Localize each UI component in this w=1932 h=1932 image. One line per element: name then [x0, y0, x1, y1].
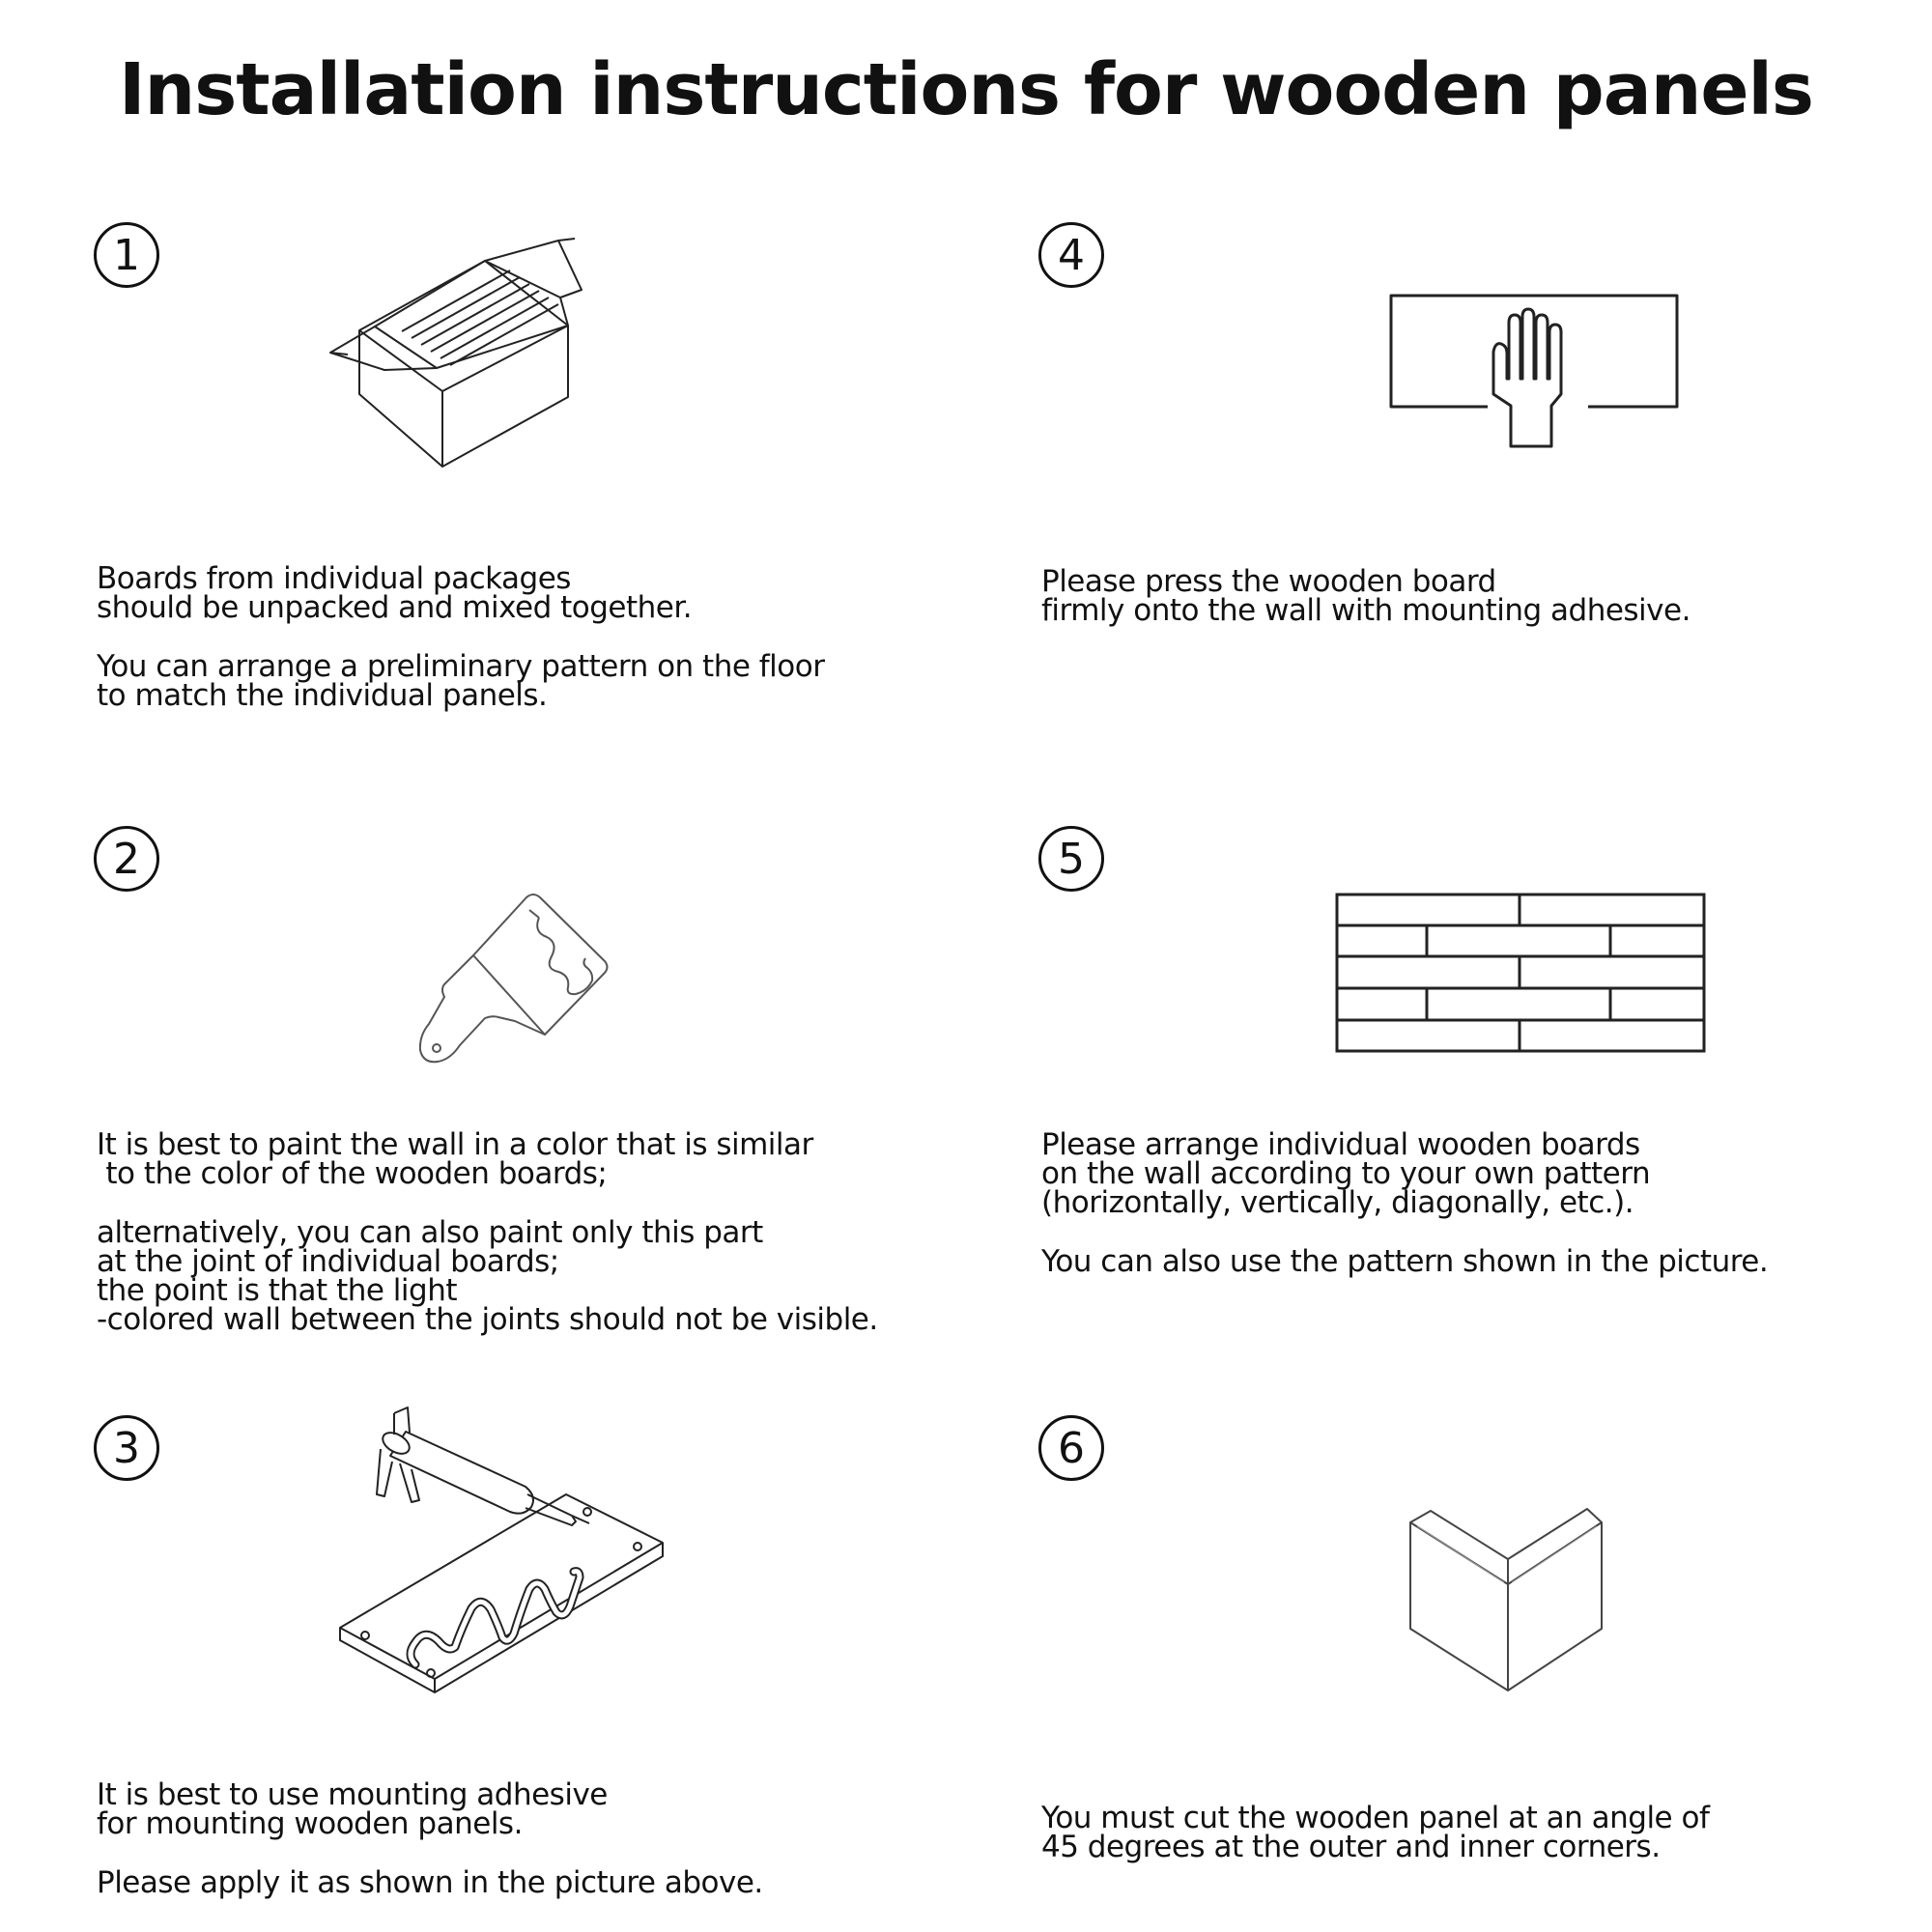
step-3-text-1: It is best to use mounting adhesive for mounting wooden panels. [97, 1777, 608, 1841]
corner-cut-icon [1406, 1507, 1606, 1692]
caulking-gun-icon [338, 1406, 667, 1705]
cardboard-box-icon [328, 237, 657, 473]
step-4-text-1: Please press the wooden board firmly onto the wall with mounting adhesive. [1041, 564, 1690, 628]
step-6-text-1: You must cut the wooden panel at an angle of 45 degrees at the outer and inner corners. [1041, 1801, 1710, 1864]
step-4-number: 4 [1038, 222, 1104, 288]
step-3-text-2: Please apply it as shown in the picture above. [97, 1865, 763, 1900]
step-5-text-1: Please arrange individual wooden boards on the wall according to your own pattern (horizontally, vertically, diagonally, etc.). [1041, 1127, 1651, 1220]
page-title: Installation instructions for wooden panels [119, 48, 1813, 131]
step-2-text-1: It is best to paint the wall in a color that is similar to the color of the wooden boards; [97, 1127, 813, 1191]
hand-press-icon [1389, 290, 1679, 449]
step-1-text-2: You can arrange a preliminary pattern on the floor to match the individual panels. [97, 649, 825, 713]
step-1-text-1: Boards from individual packages should be unpacked and mixed together. [97, 561, 693, 625]
step-1-number: 1 [94, 222, 159, 288]
step-6-number: 6 [1038, 1415, 1104, 1481]
step-5-number: 5 [1038, 826, 1104, 892]
step-2-number: 2 [94, 826, 159, 892]
paint-brush-icon [415, 889, 618, 1067]
board-pattern-icon [1335, 893, 1706, 1053]
step-5-text-2: You can also use the pattern shown in the picture. [1041, 1244, 1769, 1279]
step-2-text-2: alternatively, you can also paint only this part at the joint of individual boards; the point is that the light -colored wall between the joints should not be visible. [97, 1215, 878, 1337]
step-3-number: 3 [94, 1415, 159, 1481]
